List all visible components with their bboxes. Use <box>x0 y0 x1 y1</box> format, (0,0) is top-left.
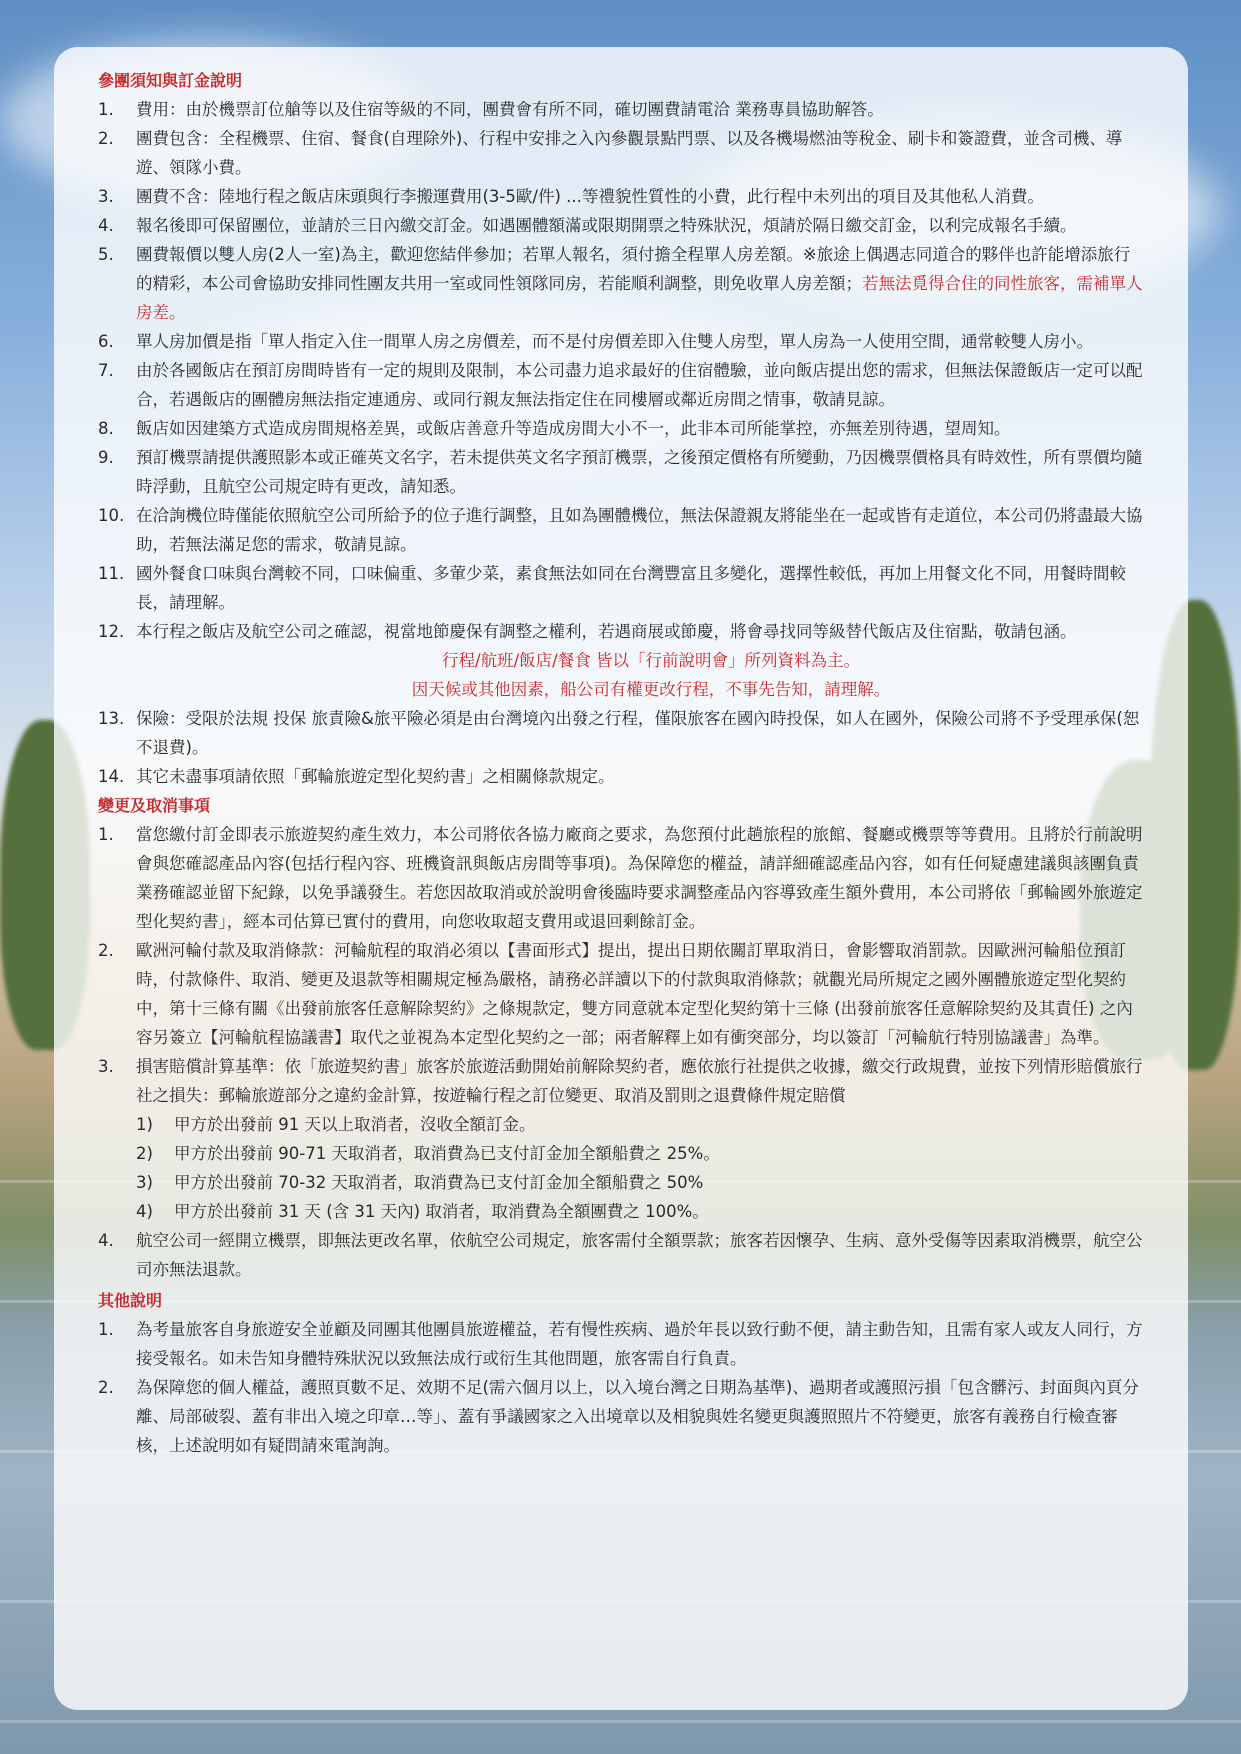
section-title-registration: 參團須知與訂金說明 <box>98 71 243 90</box>
item-number: 1. <box>98 825 114 844</box>
item-number: 14. <box>98 767 125 786</box>
item-text <box>136 124 1144 182</box>
item-text <box>136 936 1144 1052</box>
list-item <box>98 356 1144 414</box>
list-item <box>98 1226 1144 1284</box>
item-text <box>136 211 1144 240</box>
list-item <box>98 124 1144 182</box>
list-item <box>98 617 1144 646</box>
sub-item-text: 甲方於出發前 70-32 天取消者，取消費為已支付訂金加全額船費之 50% <box>174 1173 704 1192</box>
list-item <box>98 559 1144 617</box>
list-item <box>98 1052 1144 1110</box>
section-registration-list <box>98 95 1144 646</box>
list-item <box>98 211 1144 240</box>
item-text-body: 單人房加價是指「單人指定入住一間單人房之房價差，而不是付房價差即入住雙人房型，單人房為一人使用空間，通常較雙人房小。 <box>136 332 1093 351</box>
item-text-body: 損害賠償計算基準：依「旅遊契約書」旅客於旅遊活動開始前解除契約者，應依旅行社提供之收據，繳交行政規費，並按下列情形賠償旅行社之損失：郵輪旅遊部分之違約金計算，按遊輪行程之訂位變更、取消及罰則之退費條件規定賠償 <box>136 1057 1143 1105</box>
sub-item-text: 甲方於出發前 90-71 天取消者，取消費為已支付訂金加全額船費之 25%。 <box>174 1144 720 1163</box>
sub-item-number: 3) <box>136 1173 153 1192</box>
item-number: 1. <box>98 1320 114 1339</box>
list-item <box>98 704 1144 762</box>
item-number: 4. <box>98 216 114 235</box>
item-text <box>136 617 1144 646</box>
list-item <box>98 95 1144 124</box>
item-text <box>136 1052 1144 1110</box>
list-item <box>98 443 1144 501</box>
item-text <box>136 356 1144 414</box>
item-text-body: 航空公司一經開立機票，即無法更改名單，依航空公司規定，旅客需付全額票款；旅客若因懷孕、生病、意外受傷等因素取消機票，航空公司亦無法退款。 <box>136 1231 1143 1279</box>
item-text <box>136 1373 1144 1460</box>
sub-item-number: 1) <box>136 1115 153 1134</box>
section-title-other: 其他說明 <box>98 1291 163 1310</box>
item-text-body: 當您繳付訂金即表示旅遊契約產生效力，本公司將依各協力廠商之要求，為您預付此趟旅程的旅館、餐廳或機票等等費用。且將於行前說明會與您確認產品內容(包括行程內容、班機資訊與飯店房間等事項)。為保障您的權益，請詳細確認產品內容，如有任何疑慮建議與該團負責業務確認並留下紀錄，以免爭議發生。若您因故取消或於說明會後臨時要求調整產品內容導致產生額外費用，本公司將依「郵輪國外旅遊定型化契約書」，經本司估算已實付的費用，向您收取超支費用或退回剩餘訂金。 <box>136 825 1143 931</box>
list-item <box>98 762 1144 791</box>
notice-line-1: 行程/航班/飯店/餐食 皆以「行前說明會」所列資料為主。 <box>442 651 860 670</box>
item-number: 8. <box>98 419 114 438</box>
item-text-body: 團費報價以雙人房(2人一室)為主，歡迎您結伴參加；若單人報名，須付擔全程單人房差額。※旅途上偶遇志同道合的夥伴也許能增添旅行的精彩，本公司會協助安排同性團友共用一室或同性領隊同房，若能順利調整，則免收單人房差額； <box>136 245 1131 293</box>
item-text-highlight: 若無法覓得合住的同性旅客，需補單人房差。 <box>136 274 1143 322</box>
item-text-body: 在洽詢機位時僅能依照航空公司所給予的位子進行調整，且如為團體機位，無法保證親友將能坐在一起或皆有走道位，本公司仍將盡最大協助，若無法滿足您的需求，敬請見諒。 <box>136 506 1143 554</box>
item-number: 3. <box>98 187 114 206</box>
item-number: 7. <box>98 361 114 380</box>
item-text <box>136 443 1144 501</box>
list-item <box>98 501 1144 559</box>
item-number: 2. <box>98 1378 114 1397</box>
list-item <box>98 240 1144 327</box>
item-text-body: 本行程之飯店及航空公司之確認，視當地節慶保有調整之權利，若遇商展或節慶，將會尋找同等級替代飯店及住宿點，敬請包涵。 <box>136 622 1077 641</box>
sub-item-number: 2) <box>136 1144 153 1163</box>
item-text-body: 由於各國飯店在預訂房間時皆有一定的規則及限制，本公司盡力追求最好的住宿體驗，並向飯店提出您的需求，但無法保證飯店一定可以配合，若遇飯店的團體房無法指定連通房、或同行親友無法指定住在同樓層或鄰近房間之情事，敬請見諒。 <box>136 361 1143 409</box>
section-registration-list-2 <box>98 704 1144 791</box>
item-text <box>136 1315 1144 1373</box>
item-number: 3. <box>98 1057 114 1076</box>
item-text <box>136 704 1144 762</box>
item-text <box>136 240 1144 327</box>
section-other-list <box>98 1315 1144 1460</box>
item-number: 12. <box>98 622 125 641</box>
list-item <box>98 182 1144 211</box>
list-item <box>98 1315 1144 1373</box>
item-number: 11. <box>98 564 125 583</box>
item-text <box>136 327 1144 356</box>
item-number: 2. <box>98 941 114 960</box>
item-number: 9. <box>98 448 114 467</box>
sub-item-text: 甲方於出發前 91 天以上取消者，沒收全額訂金。 <box>174 1115 536 1134</box>
list-item <box>98 414 1144 443</box>
list-item <box>98 820 1144 936</box>
item-text-body: 歐洲河輪付款及取消條款：河輪航程的取消必須以【書面形式】提出，提出日期依關訂單取消日，會影響取消罰款。因歐洲河輪船位預訂時，付款條件、取消、變更及退款等相關規定極為嚴格，請務必詳讀以下的付款與取消條款；就觀光局所規定之國外團體旅遊定型化契約中，第十三條有關《出發前旅客任意解除契約》之條規款定，雙方同意就本定型化契約第十三條 (出發前旅客任意解除契約及其責任) 之內容另簽立【河輪航程協議書】取代之並視為本定型化契約之一部；兩者解釋上如有衝突部分，均以簽訂「河輪航行特別協議書」為準。 <box>136 941 1133 1047</box>
item-text-body: 國外餐食口味與台灣較不同，口味偏重、多葷少菜，素食無法如同在台灣豐富且多變化，選擇性較低，再加上用餐文化不同，用餐時間較長，請理解。 <box>136 564 1126 612</box>
item-text <box>136 501 1144 559</box>
item-text-body: 團費包含：全程機票、住宿、餐食(自理除外)、行程中安排之入內參觀景點門票、以及各機場燃油等稅金、刷卡和簽證費，並含司機、導遊、領隊小費。 <box>136 129 1123 177</box>
item-text-body: 預訂機票請提供護照影本或正確英文名字，若未提供英文名字預訂機票，之後預定價格有所變動，乃因機票價格具有時效性，所有票價均隨時浮動，且航空公司規定時有更改，請知悉。 <box>136 448 1143 496</box>
item-text-body: 為保障您的個人權益，護照頁數不足、效期不足(需六個月以上，以入境台灣之日期為基準)、過期者或護照污損「包含髒污、封面與內頁分離、局部破裂、蓋有非出入境之印章…等」、蓋有爭議國家之入出境章以及相貌與姓名變更與護照照片不符變更，旅客有義務自行檢查審核，上述說明如有疑問請來電詢詢。 <box>136 1378 1139 1455</box>
item-text-body: 其它未盡事項請依照「郵輪旅遊定型化契約書」之相關條款規定。 <box>136 767 615 786</box>
item-text <box>136 414 1144 443</box>
item-number: 13. <box>98 709 125 728</box>
item-text-body: 費用：由於機票訂位艙等以及住宿等級的不同，團費會有所不同，確切團費請電洽 業務專員協助解答。 <box>136 100 884 119</box>
item-text-body: 飯店如因建築方式造成房間規格差異，或飯店善意升等造成房間大小不一，此非本司所能掌控，亦無差別待遇，望周知。 <box>136 419 1011 438</box>
document-content <box>98 66 1144 1460</box>
list-item <box>98 1373 1144 1460</box>
item-text <box>136 95 1144 124</box>
list-item <box>98 327 1144 356</box>
sub-item-number: 4) <box>136 1202 153 1221</box>
item-number: 10. <box>98 506 125 525</box>
item-text <box>136 762 1144 791</box>
sub-item <box>98 1168 1144 1197</box>
sub-item-text: 甲方於出發前 31 天 (含 31 天內) 取消者，取消費為全額團費之 100%。 <box>174 1202 709 1221</box>
sub-item <box>98 1139 1144 1168</box>
sub-item <box>98 1110 1144 1139</box>
item-text-body: 團費不含：陸地行程之飯店床頭與行李搬運費用(3-5歐/件) ...等禮貌性質性的小費，此行程中未列出的項目及其他私人消費。 <box>136 187 1044 206</box>
item-number: 1. <box>98 100 114 119</box>
item-number: 5. <box>98 245 114 264</box>
sub-item <box>98 1197 1144 1226</box>
item-text <box>136 820 1144 936</box>
item-text-body: 為考量旅客自身旅遊安全並顧及同團其他團員旅遊權益，若有慢性疾病、過於年長以致行動不便，請主動告知，且需有家人或友人同行，方接受報名。如未告知身體特殊狀況以致無法成行或衍生其他問題，旅客需自行負責。 <box>136 1320 1143 1368</box>
item-text <box>136 559 1144 617</box>
item-number: 4. <box>98 1231 114 1250</box>
item-text <box>136 182 1144 211</box>
section-cancellation-list <box>98 820 1144 1284</box>
notice-line-2: 因天候或其他因素，船公司有權更改行程，不事先告知，請理解。 <box>411 680 891 699</box>
item-number: 2. <box>98 129 114 148</box>
item-text-body: 保險：受限於法規 投保 旅責險&旅平險必須是由台灣境內出發之行程，僅限旅客在國內時投保，如人在國外，保險公司將不予受理承保(恕不退費)。 <box>136 709 1140 757</box>
item-number: 6. <box>98 332 114 351</box>
list-item <box>98 936 1144 1052</box>
item-text <box>136 1226 1144 1284</box>
section-title-cancellation: 變更及取消事項 <box>98 796 211 815</box>
item-text-body: 報名後即可保留團位，並請於三日內繳交訂金。如遇團體額滿或限期開票之特殊狀況，煩請於隔日繳交訂金，以利完成報名手續。 <box>136 216 1077 235</box>
